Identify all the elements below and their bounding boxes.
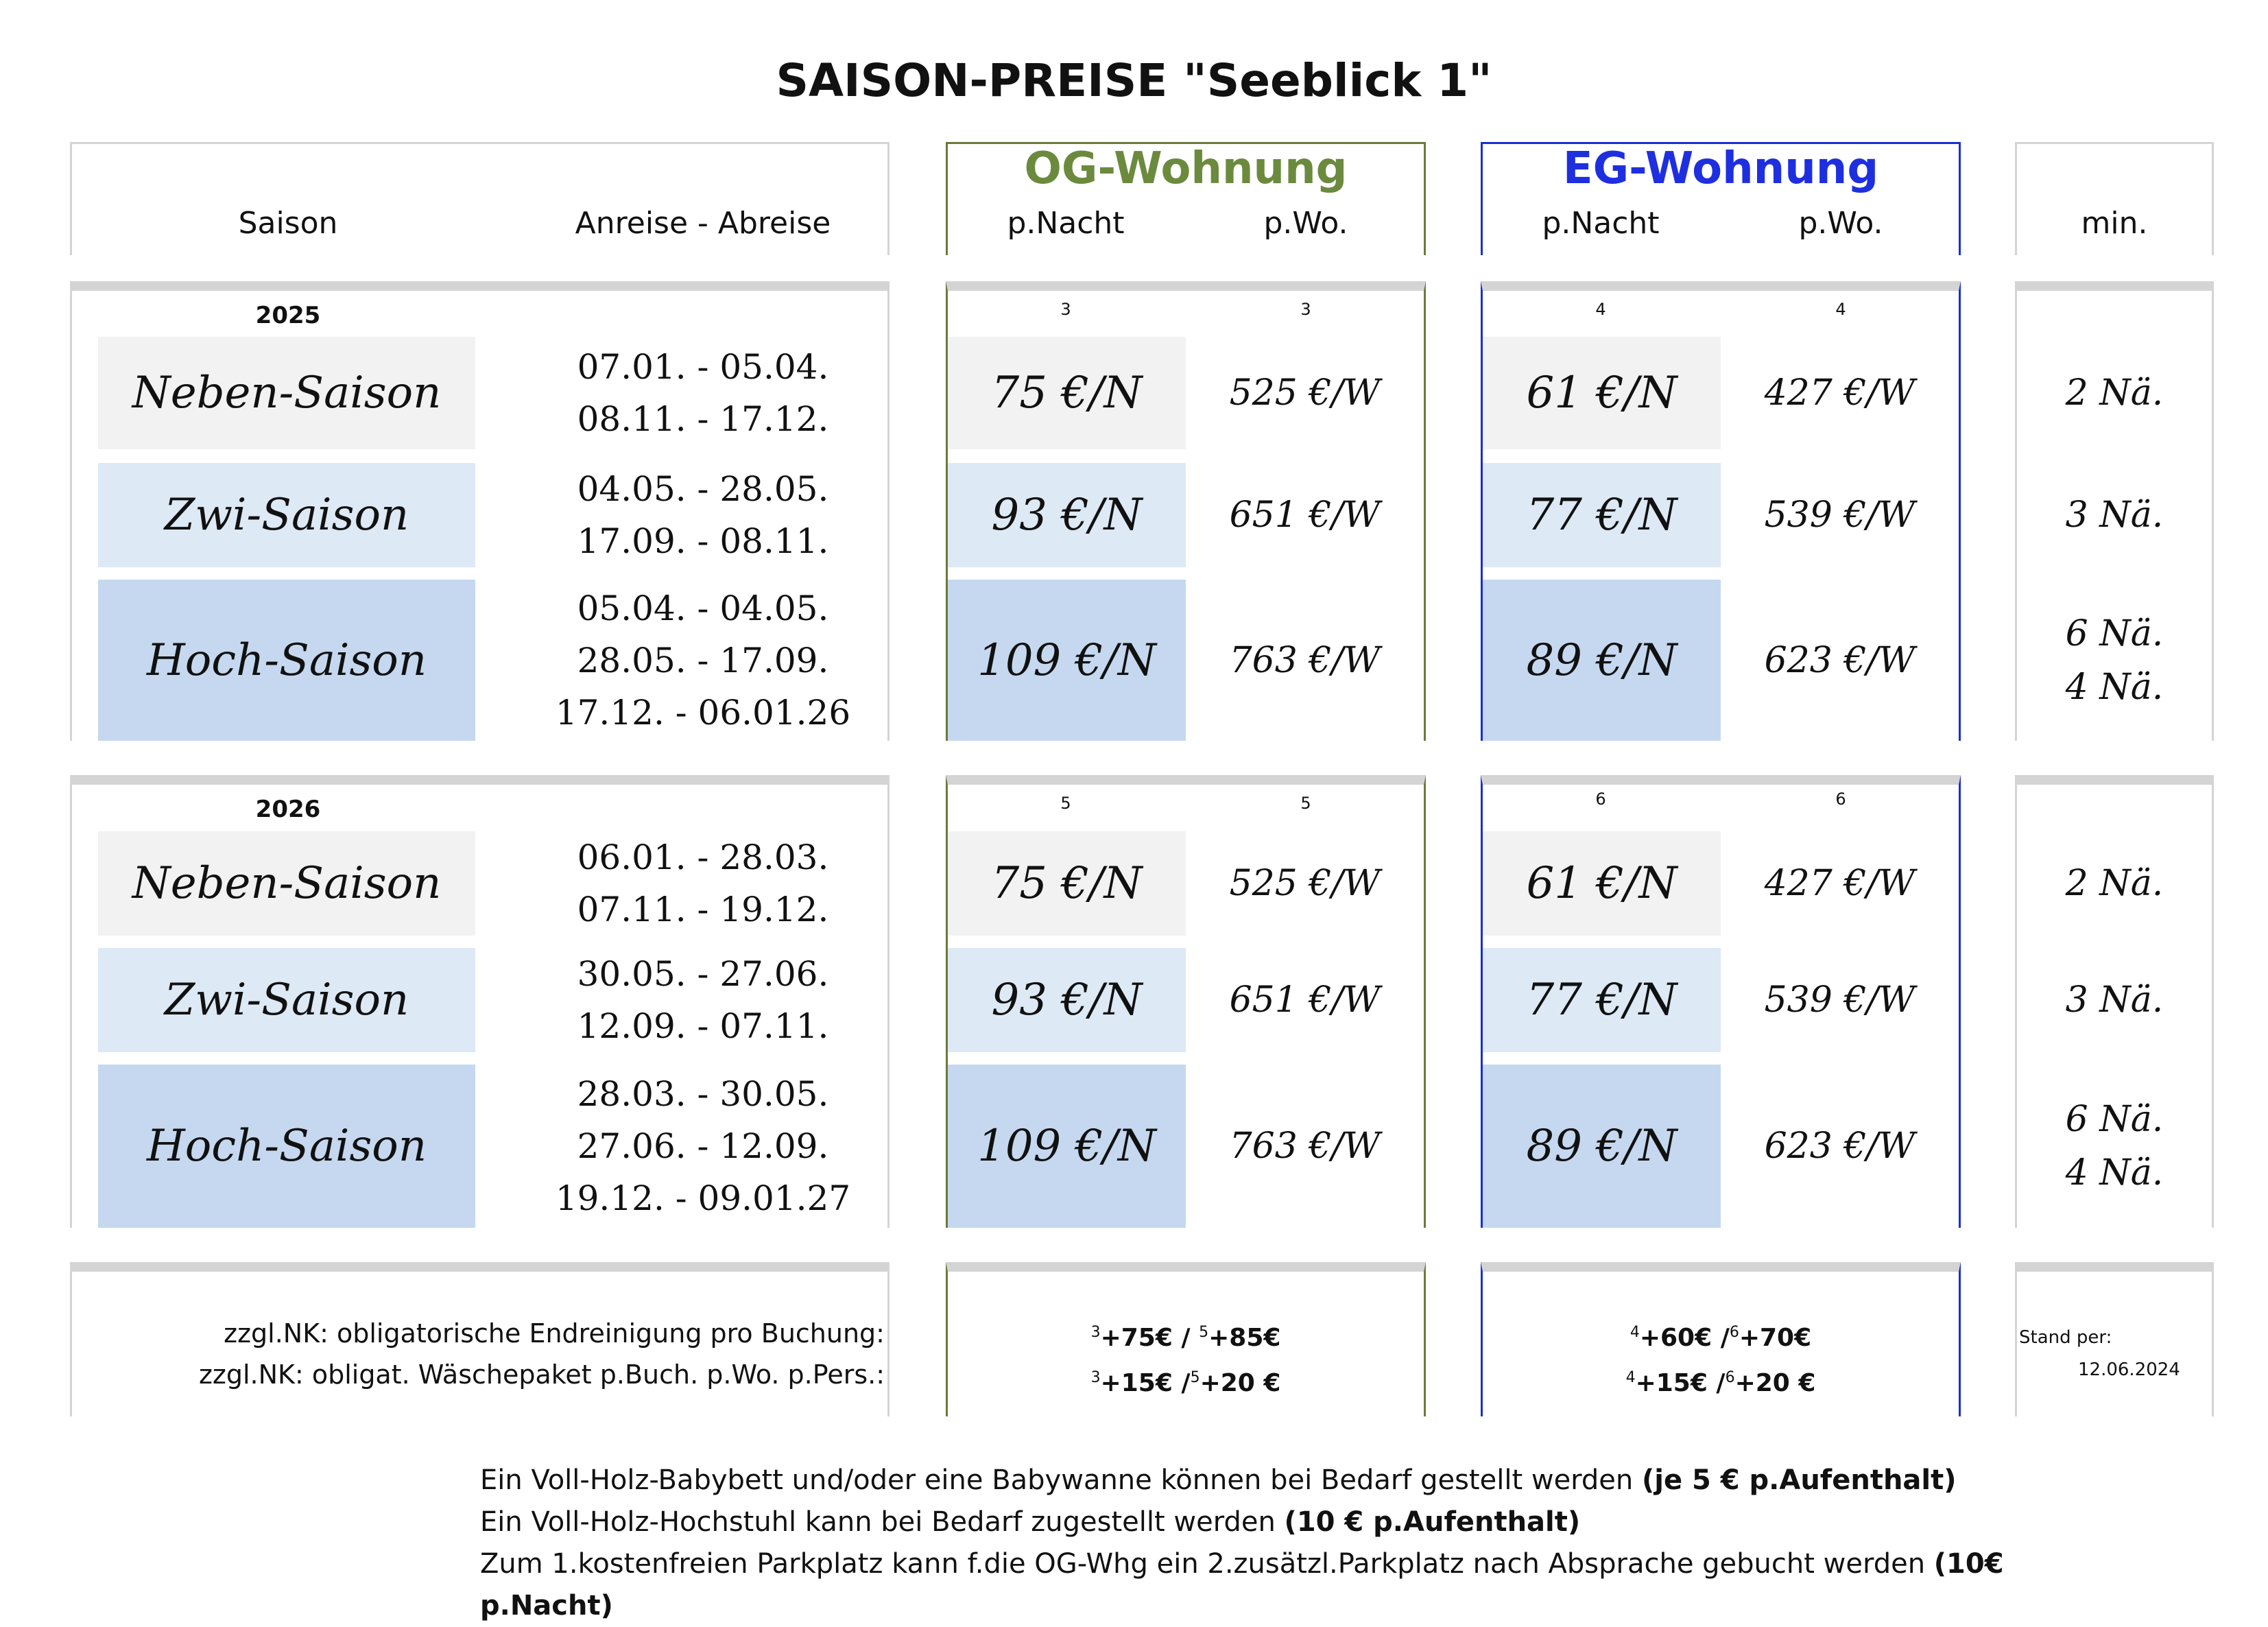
date-range-line: 17.09. - 08.11. [577, 521, 829, 561]
footer-note-text: Ein Voll-Holz-Hochstuhl kann bei Bedarf zugestellt werden [480, 1506, 1285, 1538]
fee-separator: / [1712, 1324, 1730, 1352]
fee-value: +60€ [1639, 1324, 1712, 1352]
eg-price-night: 77 €/N [1483, 463, 1721, 567]
footer-note-text: Zum 1.kostenfreien Parkplatz kann f.die OG-Whg ein 2.zusätzl.Parkplatz nach Absprache gebucht werden [480, 1548, 1934, 1580]
stand-label: Stand per: [2019, 1327, 2112, 1348]
eg-linen-fee [1481, 1355, 1961, 1406]
date-range-line: 27.06. - 12.09. [577, 1126, 829, 1166]
og-price-night: 109 €/N [948, 1065, 1186, 1228]
date-range-line: 12.09. - 07.11. [577, 1006, 829, 1046]
date-range [480, 337, 926, 449]
min-nights-value: 4 Nä. [2065, 666, 2164, 708]
eg-price-night: 77 €/N [1483, 948, 1721, 1052]
header-min: min. [2081, 206, 2148, 241]
footnote-marker: 3 [1090, 1369, 1101, 1386]
eg-price-week: 539 €/W [1764, 979, 1915, 1021]
footer-note-price: (je 5 € p.Aufenthalt) [1641, 1464, 1957, 1496]
eg-header-p-nacht: p.Nacht [1542, 206, 1660, 241]
og-price-week: 763 €/W [1229, 639, 1381, 681]
fee-value: +15€ [1100, 1369, 1173, 1397]
date-range [480, 1065, 926, 1228]
nk-linen-label: zzgl.NK: obligat. Wäschepaket p.Buch. p.Wo. p.Pers.: [198, 1359, 885, 1390]
year-label-2026: 2026 [255, 796, 321, 823]
fee-value: +20 € [1734, 1369, 1816, 1397]
date-range-line: 05.04. - 04.05. [577, 588, 829, 628]
date-range-line: 08.11. - 17.12. [577, 399, 829, 439]
og-price-week: 651 €/W [1229, 495, 1381, 536]
footnote-marker: 6 [1725, 1369, 1735, 1386]
season-label-neben: Neben-Saison [98, 337, 475, 449]
min-nights-value: 2 Nä. [2065, 863, 2164, 904]
min-nights [2017, 948, 2212, 1052]
fee-separator: / [1172, 1369, 1191, 1397]
min-nights [2017, 337, 2212, 449]
footer-note-text: Ein Voll-Holz-Babybett und/oder eine Babywanne können bei Bedarf gestellt werden [480, 1464, 1642, 1496]
date-range-line: 07.11. - 19.12. [577, 890, 829, 929]
eg-price-night: 89 €/N [1483, 580, 1721, 741]
footer-notes [480, 1460, 2126, 1627]
eg-price-week: 623 €/W [1764, 639, 1915, 681]
eg-price-night: 89 €/N [1483, 1065, 1721, 1228]
date-range [480, 831, 926, 936]
og-price-night: 93 €/N [948, 463, 1186, 567]
page-title: SAISON-PREISE "Seeblick 1" [776, 54, 1492, 107]
fee-separator: / [1707, 1369, 1726, 1397]
min-nights [2017, 580, 2212, 741]
eg-price-week: 427 €/W [1764, 372, 1915, 414]
og-header-p-nacht: p.Nacht [1007, 206, 1125, 241]
min-nights [2017, 463, 2212, 567]
date-range-line: 17.12. - 06.01.26 [555, 692, 851, 733]
eg-footnote-w-2025: 4 [1835, 300, 1846, 319]
stand-date: 12.06.2024 [2078, 1359, 2180, 1380]
og-footnote-n-2026: 5 [1060, 794, 1071, 813]
fee-separator: / [1172, 1324, 1199, 1352]
eg-cleaning-fee [1481, 1310, 1961, 1361]
min-nights-value: 4 Nä. [2065, 1152, 2164, 1193]
og-wohnung-title: OG-Wohnung [1024, 143, 1348, 194]
season-label-hoch: Hoch-Saison [98, 1065, 475, 1228]
footnote-marker: 3 [1090, 1324, 1101, 1341]
date-range-line: 28.03. - 30.05. [577, 1074, 829, 1114]
footer-note-price: (10€ p.Nacht) [480, 1548, 2004, 1622]
fee-value: +85€ [1208, 1324, 1281, 1352]
og-price-week: 525 €/W [1229, 863, 1381, 904]
date-range-line: 04.05. - 28.05. [577, 469, 829, 509]
og-footnote-w-2026: 5 [1300, 794, 1311, 813]
og-header-p-wo: p.Wo. [1263, 206, 1348, 241]
eg-footnote-w-2026: 6 [1835, 789, 1846, 809]
min-nights [2017, 831, 2212, 936]
min-nights-value: 6 Nä. [2065, 1099, 2164, 1140]
fee-value: +20 € [1199, 1369, 1281, 1397]
season-label-neben: Neben-Saison [98, 831, 475, 936]
og-price-week: 525 €/W [1229, 372, 1381, 414]
eg-header-p-wo: p.Wo. [1798, 206, 1883, 241]
og-price-night: 75 €/N [948, 337, 1186, 449]
eg-footnote-n-2025: 4 [1595, 300, 1606, 319]
og-price-night: 93 €/N [948, 948, 1186, 1052]
og-footnote-w-2025: 3 [1300, 300, 1311, 319]
eg-price-week: 427 €/W [1764, 863, 1915, 904]
season-label-hoch: Hoch-Saison [98, 580, 475, 741]
min-nights-value: 3 Nä. [2065, 979, 2164, 1021]
date-range-line: 28.05. - 17.09. [577, 640, 829, 680]
min-nights-value: 3 Nä. [2065, 495, 2164, 536]
fee-value: +15€ [1635, 1369, 1708, 1397]
date-range-line: 19.12. - 09.01.27 [555, 1178, 851, 1218]
nk-cleaning-label: zzgl.NK: obligatorische Endreinigung pro Buchung: [224, 1318, 885, 1349]
og-price-night: 109 €/N [948, 580, 1186, 741]
header-anreise-abreise: Anreise - Abreise [575, 206, 831, 241]
og-price-week: 651 €/W [1229, 979, 1381, 1021]
min-nights-value: 2 Nä. [2065, 372, 2164, 414]
eg-price-night: 61 €/N [1483, 337, 1721, 449]
eg-price-week: 623 €/W [1764, 1126, 1915, 1167]
fee-value: +75€ [1100, 1324, 1173, 1352]
footer-note [480, 1543, 2126, 1627]
fee-value: +70€ [1739, 1324, 1812, 1352]
footer-note-price: (10 € p.Aufenthalt) [1284, 1506, 1581, 1538]
season-label-zwi: Zwi-Saison [98, 948, 475, 1052]
og-price-night: 75 €/N [948, 831, 1186, 936]
date-range [480, 948, 926, 1052]
footnote-marker: 5 [1199, 1324, 1209, 1341]
date-range-line: 07.01. - 05.04. [577, 347, 829, 387]
min-nights [2017, 1065, 2212, 1228]
eg-footnote-n-2026: 6 [1595, 789, 1606, 809]
eg-wohnung-title: EG-Wohnung [1562, 143, 1879, 194]
date-range-line: 30.05. - 27.06. [577, 954, 829, 994]
footnote-marker: 4 [1625, 1369, 1636, 1386]
eg-price-night: 61 €/N [1483, 831, 1721, 936]
og-cleaning-fee [946, 1310, 1426, 1361]
date-range [480, 580, 926, 741]
header-saison: Saison [238, 206, 338, 241]
eg-price-week: 539 €/W [1764, 495, 1915, 536]
date-range [480, 463, 926, 567]
footnote-marker: 6 [1729, 1324, 1739, 1341]
date-range-line: 06.01. - 28.03. [577, 838, 829, 877]
footnote-marker: 4 [1630, 1324, 1640, 1341]
season-label-zwi: Zwi-Saison [98, 463, 475, 567]
og-linen-fee [946, 1355, 1426, 1406]
year-label-2025: 2025 [255, 302, 321, 329]
og-footnote-n-2025: 3 [1060, 300, 1071, 319]
min-nights-value: 6 Nä. [2065, 613, 2164, 654]
footer-note [480, 1501, 2126, 1543]
og-price-week: 763 €/W [1229, 1126, 1381, 1167]
footnote-marker: 5 [1190, 1369, 1200, 1386]
footer-note [480, 1460, 2126, 1501]
